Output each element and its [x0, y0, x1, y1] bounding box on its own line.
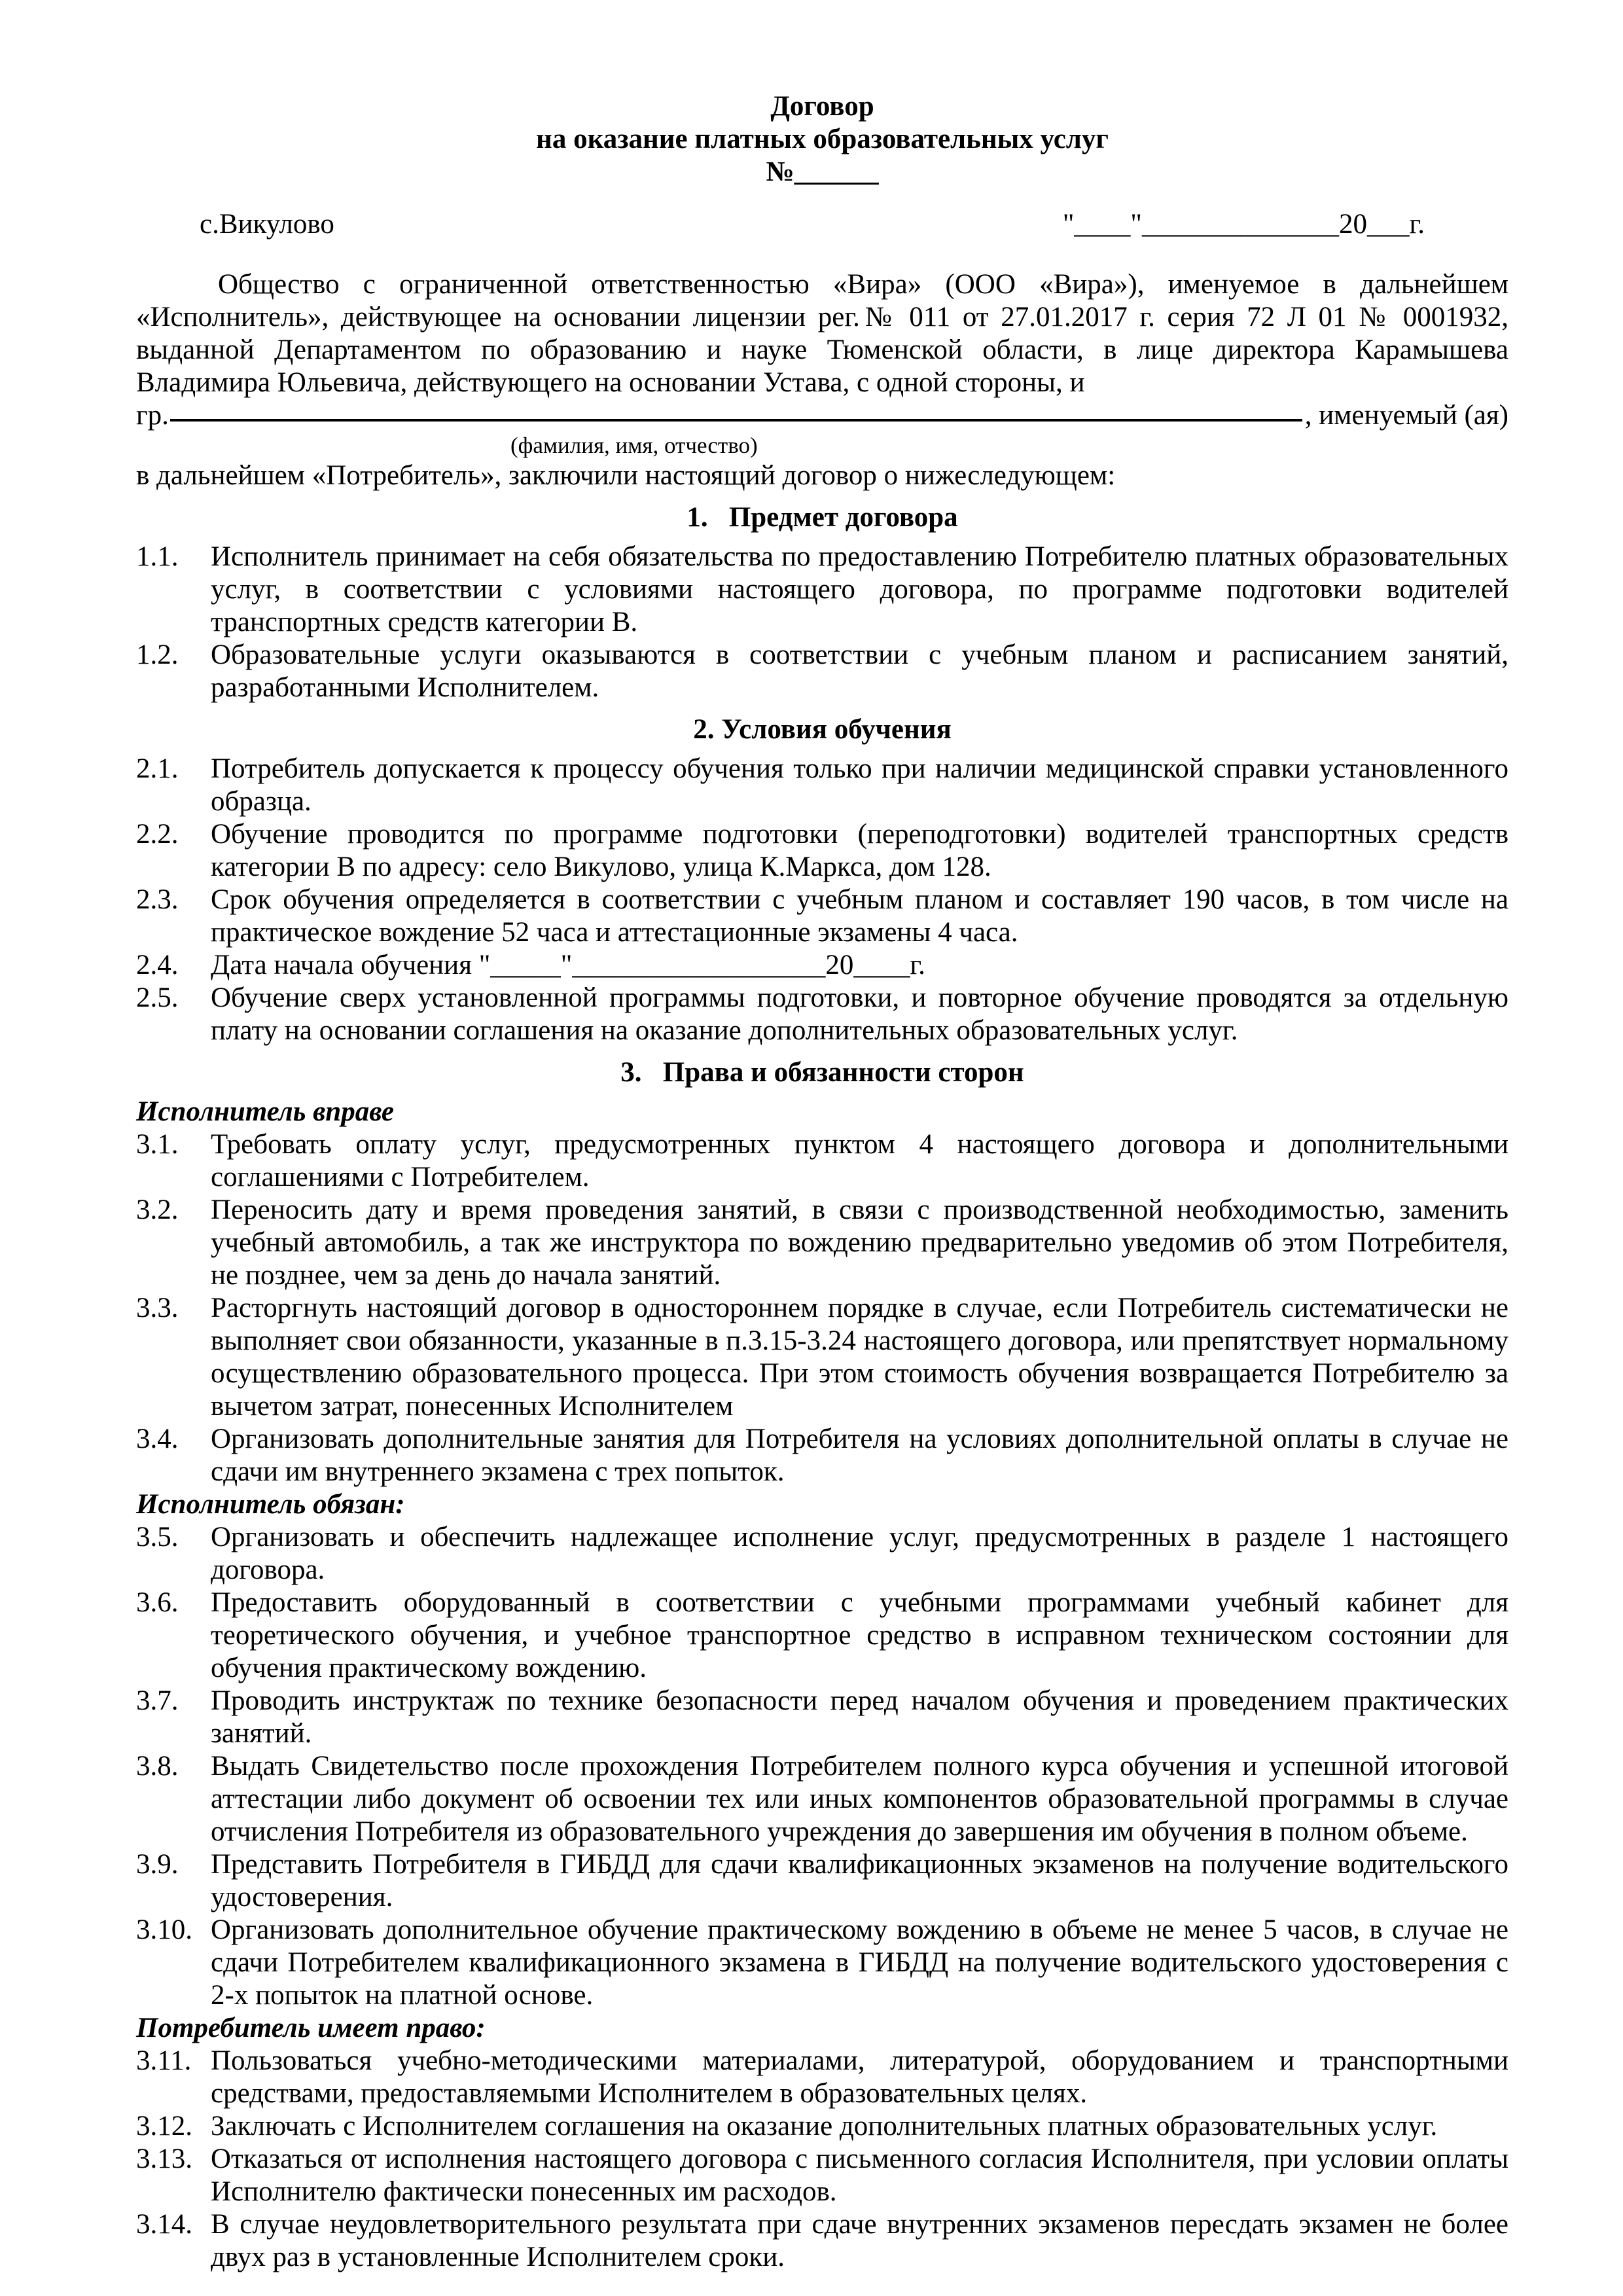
intro-paragraph: Общество с ограниченной ответственностью «Вира» (ООО «Вира»), именуемое в дальнейшем «Исполнитель», действующее на основании лицензии рег.№ 011 от 27.01.2017 г. серия 72 Л 01 № 0001932, выданной Департаментом по образованию и науке Тюменской области, в лице директора Карамышева Владимира Юльевича, действующего на основании Устава, с одной стороны, и: [136, 269, 1508, 398]
item-3-13: [136, 2143, 1508, 2208]
intro-tail: в дальнейшем «Потребитель», заключили настоящий договор о нижеследующем:: [136, 460, 1116, 491]
item-3-9-text: Представить Потребителя в ГИБДД для сдачи квалификационных экзаменов на получение водительского удостоверения.: [211, 1849, 1508, 1912]
document-title-line1: Договор: [770, 91, 874, 122]
item-2-4-text: Дата начала обучения "_____"__________________20____г.: [211, 950, 925, 980]
subheading-potrebitel-pravo: Потребитель имеет право:: [136, 2013, 486, 2043]
item-2-5-text: Обучение сверх установленной программы подготовки, и повторное обучение проводятся за отдельную плату на основании соглашения на оказание дополнительных образовательных услуг.: [211, 982, 1508, 1046]
item-3-2-number: 3.2.: [136, 1194, 179, 1225]
item-3-6-text: Предоставить оборудованный в соответствии с учебными программами учебный кабинет для теоретического обучения, и учебное транспортное средство в исправном техническом состоянии для обучения практическому вождению.: [211, 1587, 1508, 1683]
item-3-1-number: 3.1.: [136, 1129, 179, 1160]
item-3-7-number: 3.7.: [136, 1685, 179, 1716]
item-3-5-number: 3.5.: [136, 1522, 179, 1552]
item-3-3-number: 3.3.: [136, 1293, 179, 1323]
item-2-1-number: 2.1.: [136, 753, 179, 784]
item-1-2-number: 1.2.: [136, 639, 179, 670]
item-3-10-number: 3.10.: [136, 1914, 192, 1945]
item-3-8-text: Выдать Свидетельство после прохождения Потребителем полного курса обучения и успешной итоговой аттестации либо документ об освоении тех или иных компонентов образовательной программы в случае отчисления Потребителя из образовательного учреждения до завершения им обучения в полном объеме.: [211, 1751, 1508, 1847]
citizen-name-row: [136, 399, 1508, 432]
item-1-1: [136, 541, 1508, 639]
section-3-heading: 3. Права и обязанности сторон: [620, 1057, 1024, 1088]
item-3-5: [136, 1521, 1508, 1587]
item-1-2-text: Образовательные услуги оказываются в соответствии с учебным планом и расписанием занятий, разработанными Исполнителем.: [211, 639, 1508, 703]
item-3-13-text: Отказаться от исполнения настоящего договора с письменного согласия Исполнителя, при условии оплаты Исполнителю фактически понесенных им расходов.: [211, 2144, 1508, 2207]
item-3-4-text: Организовать дополнительные занятия для Потребителя на условиях дополнительной оплаты в случае не сдачи им внутреннего экзамена с трех попыток.: [211, 1424, 1508, 1487]
date-blank: "____"______________20___г.: [1062, 209, 1425, 240]
item-1-1-number: 1.1.: [136, 541, 179, 572]
item-3-3-text: Расторгнуть настоящий договор в одностороннем порядке в случае, если Потребитель систематически не выполняет свои обязанности, указанные в п.3.15-3.24 настоящего договора, или препятствует нормальному осуществлению образовательного процесса. При этом стоимость обучения возвращается Потребителю за вычетом затрат, понесенных Исполнителем: [211, 1293, 1508, 1422]
item-1-1-text: Исполнитель принимает на себя обязательства по предоставлению Потребителю платных образовательных услуг, в соответствии с условиями настоящего договора, по программе подготовки водителей транспортных средств категории В.: [211, 541, 1508, 637]
place-and-date-row: [136, 208, 1508, 241]
item-2-3: [136, 884, 1508, 949]
item-3-6-number: 3.6.: [136, 1587, 179, 1618]
item-3-1: [136, 1128, 1508, 1194]
item-2-3-text: Срок обучения определяется в соответствии с учебным планом и составляет 190 часов, в том числе на практическое вождение 52 часа и аттестационные экзамены 4 часа.: [211, 884, 1508, 948]
item-3-12-text: Заключать с Исполнителем соглашения на оказание дополнительных платных образовательных услуг.: [211, 2111, 1438, 2142]
item-3-9-number: 3.9.: [136, 1849, 179, 1880]
gr-suffix: , именуемый (ая): [1304, 400, 1508, 431]
item-2-2: [136, 818, 1508, 884]
item-3-5-text: Организовать и обеспечить надлежащее исполнение услуг, предусмотренных в разделе 1 настоящего договора.: [211, 1522, 1508, 1585]
section-1-heading: 1. Предмет договора: [687, 502, 958, 533]
item-2-5: [136, 982, 1508, 1047]
item-2-4: [136, 949, 1508, 982]
item-3-1-text: Требовать оплату услуг, предусмотренных пунктом 4 настоящего договора и дополнительными соглашениями с Потребителем.: [211, 1129, 1508, 1193]
item-3-11: [136, 2045, 1508, 2110]
item-2-3-number: 2.3.: [136, 884, 179, 915]
item-3-3: [136, 1292, 1508, 1423]
item-3-10: [136, 1914, 1508, 2012]
gr-label: гр.: [136, 400, 169, 431]
item-3-8-number: 3.8.: [136, 1751, 179, 1782]
item-3-4-number: 3.4.: [136, 1424, 179, 1454]
item-3-12-number: 3.12.: [136, 2111, 192, 2142]
item-3-6: [136, 1587, 1508, 1685]
document-title-line2: на оказание платных образовательных услуг: [536, 124, 1109, 154]
item-3-8: [136, 1750, 1508, 1848]
item-3-2: [136, 1194, 1508, 1292]
subheading-ispolnitel-obyazan: Исполнитель обязан:: [136, 1489, 405, 1520]
place-name: с.Викулово: [200, 209, 334, 240]
section-2-heading: 2. Условия обучения: [693, 714, 952, 745]
document-number-blank: №______: [766, 156, 879, 187]
item-3-9: [136, 1848, 1508, 1914]
item-2-2-text: Обучение проводится по программе подготовки (переподготовки) водителей транспортных средств категории В по адресу: село Викулово, улица К.Маркса, дом 128.: [211, 819, 1508, 882]
item-3-13-number: 3.13.: [136, 2144, 192, 2174]
item-3-14: [136, 2208, 1508, 2274]
fio-caption: (фамилия, имя, отчество): [510, 433, 758, 458]
item-2-4-number: 2.4.: [136, 950, 179, 980]
item-3-11-text: Пользоваться учебно-методическими материалами, литературой, оборудованием и транспортными средствами, предоставляемыми Исполнителем в образовательных целях.: [211, 2045, 1508, 2109]
item-3-7-text: Проводить инструктаж по технике безопасности перед началом обучения и проведением практических занятий.: [211, 1685, 1508, 1749]
item-3-2-text: Переносить дату и время проведения занятий, в связи с производственной необходимостью, заменить учебный автомобиль, а так же инструктора по вождению предварительно уведомив об этом Потребителя, не позднее, чем за день до начала занятий.: [211, 1194, 1508, 1291]
item-2-1: [136, 753, 1508, 818]
item-3-14-number: 3.14.: [136, 2209, 192, 2240]
subheading-ispolnitel-vprave: Исполнитель вправе: [136, 1096, 394, 1127]
item-2-1-text: Потребитель допускается к процессу обучения только при наличии медицинской справки установленного образца.: [211, 753, 1508, 817]
item-3-4: [136, 1423, 1508, 1488]
item-2-5-number: 2.5.: [136, 982, 179, 1013]
item-1-2: [136, 639, 1508, 704]
document-title-block: [136, 90, 1508, 188]
item-3-14-text: В случае неудовлетворительного результата при сдаче внутренних экзаменов пересдать экзамен не более двух раз в установленные Исполнителем сроки.: [211, 2209, 1508, 2272]
item-3-11-number: 3.11.: [136, 2045, 192, 2076]
item-3-10-text: Организовать дополнительное обучение практическому вождению в объеме не менее 5 часов, в случае не сдачи Потребителем квалификационного экзамена в ГИБДД на получение водительского удостоверения с 2-х попыток на платной основе.: [211, 1914, 1508, 2011]
item-3-7: [136, 1685, 1508, 1750]
item-2-2-number: 2.2.: [136, 819, 179, 850]
item-3-12: [136, 2110, 1508, 2143]
